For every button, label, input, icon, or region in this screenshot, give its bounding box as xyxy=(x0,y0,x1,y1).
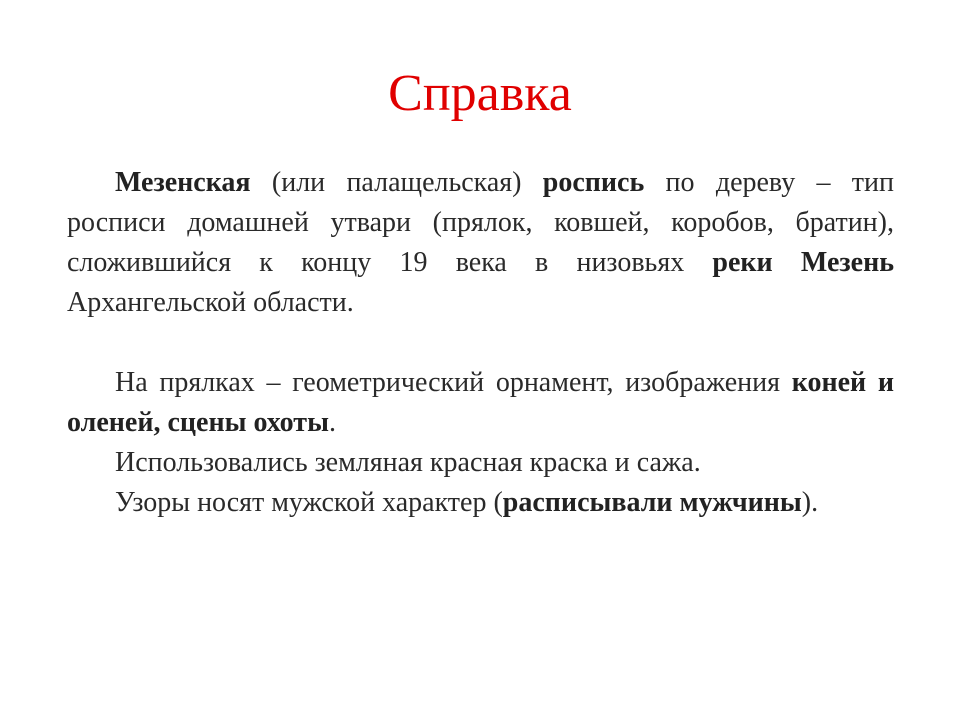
text-segment: Узоры носят мужской характер ( xyxy=(115,487,503,518)
slide-title: Справка xyxy=(388,65,572,122)
paragraph-ornament xyxy=(67,363,894,443)
slide-body xyxy=(67,163,894,523)
text-segment: Архангельской области. xyxy=(67,287,354,318)
text-segment: ). xyxy=(801,487,819,518)
text-segment: Использовались земляная красная краска и сажа. xyxy=(115,447,701,478)
paragraph-gap xyxy=(67,323,894,363)
term-rospis: роспись xyxy=(542,167,645,198)
paragraph-paints xyxy=(67,443,894,483)
text-segment: . xyxy=(328,407,336,438)
term-horses-deer: коней и оленей, сцены охоты xyxy=(67,367,895,438)
text-segment: На прялках – геометрический орнамент, изображения xyxy=(115,367,792,398)
term-mezenskaya: Мезенская xyxy=(115,167,251,198)
text-segment: по дереву – тип росписи домашней утвари (прялок, ковшей, коробов, братин), сложившийся к концу 19 века в низовьях xyxy=(67,167,894,278)
term-river-mezen: реки Мезень xyxy=(712,247,895,278)
term-men-painted: расписывали мужчины xyxy=(502,487,802,518)
paragraph-patterns xyxy=(67,483,894,523)
paragraph-definition xyxy=(67,163,894,323)
text-segment: (или палащельская) xyxy=(250,167,543,198)
